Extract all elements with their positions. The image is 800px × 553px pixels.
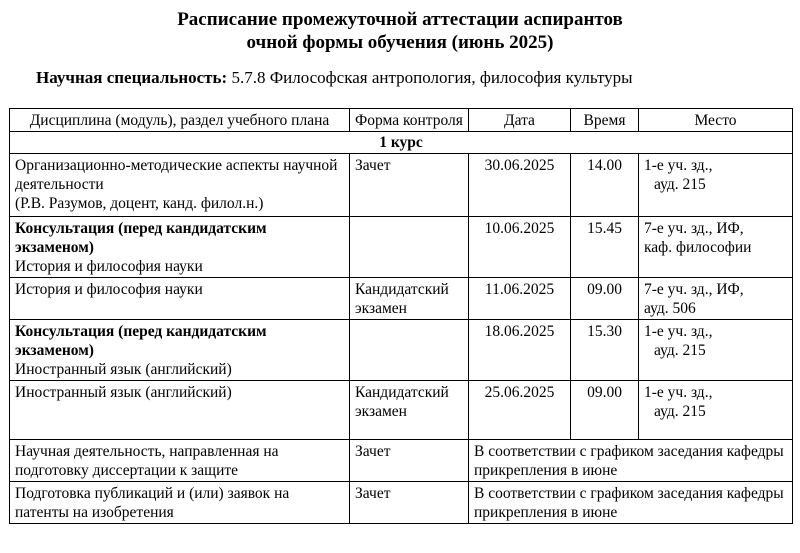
form-cell: Зачет (350, 482, 469, 524)
place-line-1: 7-е уч. зд., ИФ, (644, 281, 744, 298)
specialty-line (36, 68, 800, 88)
place-line-2: ауд. 215 (654, 403, 706, 420)
discipline-cell: История и философия науки (10, 278, 350, 320)
place-line-2: ауд. 215 (654, 342, 706, 359)
place-line-2: каф. философии (644, 239, 752, 256)
consultation-label: Консультация (перед кандидатским экзаменом) (15, 220, 267, 256)
merged-schedule-cell: В соответствии с графиком заседания кафедры прикрепления в июне (469, 440, 793, 482)
place-line-2: ауд. 215 (654, 176, 706, 193)
table-row (10, 320, 793, 381)
title-line-1: Расписание промежуточной аттестации аспирантов (177, 9, 623, 30)
date-cell: 11.06.2025 (469, 278, 571, 320)
document-title (0, 8, 800, 54)
course-label: 1 курс (10, 132, 793, 154)
date-cell: 25.06.2025 (469, 381, 571, 440)
header-date: Дата (469, 109, 571, 132)
consultation-label: Консультация (перед кандидатским экзаменом) (15, 323, 267, 359)
time-cell: 15.45 (571, 217, 639, 278)
discipline-text: История и философия науки (15, 258, 203, 275)
place-cell (639, 278, 793, 320)
form-cell: Кандидатский экзамен (350, 278, 469, 320)
header-place: Место (639, 109, 793, 132)
date-cell: 30.06.2025 (469, 154, 571, 217)
course-row (10, 132, 793, 154)
discipline-note: (Р.В. Разумов, доцент, канд. филол.н.) (15, 195, 264, 212)
place-cell (639, 217, 793, 278)
form-cell: Зачет (350, 440, 469, 482)
table-row (10, 217, 793, 278)
title-line-2: очной формы обучения (июнь 2025) (246, 32, 554, 53)
place-cell (639, 320, 793, 381)
table-row (10, 482, 793, 524)
discipline-cell (10, 217, 350, 278)
date-cell: 18.06.2025 (469, 320, 571, 381)
table-row (10, 278, 793, 320)
table-row (10, 440, 793, 482)
table-row (10, 154, 793, 217)
time-cell: 09.00 (571, 278, 639, 320)
discipline-cell: Подготовка публикаций и (или) заявок на патенты на изобретения (10, 482, 350, 524)
time-cell: 15.30 (571, 320, 639, 381)
place-cell (639, 154, 793, 217)
time-cell: 09.00 (571, 381, 639, 440)
date-cell: 10.06.2025 (469, 217, 571, 278)
header-form: Форма контроля (350, 109, 469, 132)
specialty-value: 5.7.8 Философская антропология, философия культуры (227, 68, 633, 87)
place-line-1: 1-е уч. зд., (644, 323, 713, 340)
header-time: Время (571, 109, 639, 132)
discipline-cell (10, 154, 350, 217)
discipline-text: Организационно-методические аспекты научной деятельности (15, 157, 338, 193)
discipline-cell: Научная деятельность, направленная на подготовку диссертации к защите (10, 440, 350, 482)
place-cell (639, 381, 793, 440)
schedule-table (9, 108, 793, 524)
discipline-cell (10, 320, 350, 381)
place-line-1: 1-е уч. зд., (644, 157, 713, 174)
discipline-text: Иностранный язык (английский) (15, 361, 232, 378)
place-line-2: ауд. 506 (644, 300, 696, 317)
form-cell: Зачет (350, 154, 469, 217)
form-cell: Кандидатский экзамен (350, 381, 469, 440)
place-line-1: 7-е уч. зд., ИФ, (644, 220, 744, 237)
header-row (10, 109, 793, 132)
discipline-cell: Иностранный язык (английский) (10, 381, 350, 440)
form-cell (350, 320, 469, 381)
time-cell: 14.00 (571, 154, 639, 217)
merged-schedule-cell: В соответствии с графиком заседания кафедры прикрепления в июне (469, 482, 793, 524)
specialty-label: Научная специальность: (36, 68, 228, 87)
header-discipline: Дисциплина (модуль), раздел учебного плана (10, 109, 350, 132)
table-row (10, 381, 793, 440)
place-line-1: 1-е уч. зд., (644, 384, 713, 401)
form-cell (350, 217, 469, 278)
